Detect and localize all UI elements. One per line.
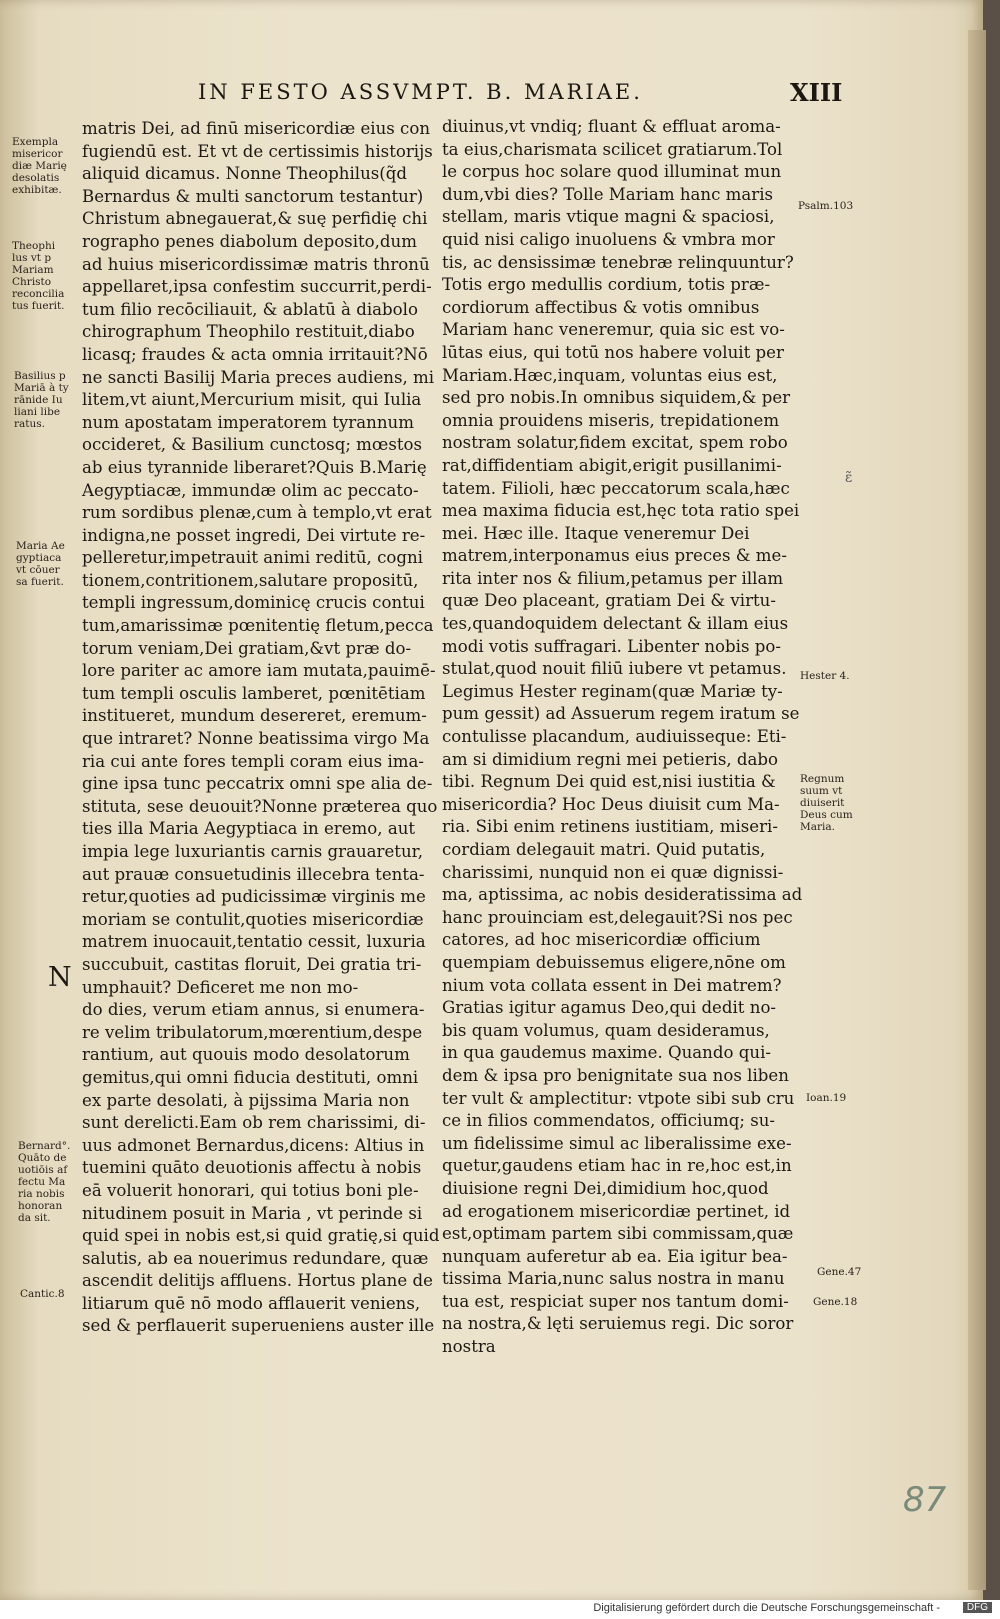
text-line: moriam se contulit,quoties misericordiæ <box>82 909 424 929</box>
text-line: diuisione regni Dei,dimidium hoc,quod <box>442 1178 769 1198</box>
text-line: templi ingressum,dominicę crucis contui <box>82 593 425 613</box>
text-line: mea maxima fiducia est,hęc tota ratio spei <box>442 501 800 521</box>
margin-note-line: Mariā à ty <box>14 382 69 394</box>
text-line: rita inter nos & filium,petamus per illam <box>442 568 784 588</box>
margin-note-regnum <box>800 773 853 833</box>
text-line: Christum abnegauerat,& suę perfidię chi <box>82 209 428 229</box>
text-line: tum,amarissimæ pœnitentię fletum,pecca <box>82 616 434 636</box>
text-line: stellam, maris vtique magni & spaciosi, <box>442 207 775 227</box>
text-line: bis quam volumus, quam desideramus, <box>442 1020 770 1040</box>
text-line: pelleretur,impetrauit animi reditū, cogni <box>82 548 423 568</box>
text-line: rantium, aut quouis modo desolatorum <box>82 1045 410 1065</box>
text-line: charissimi, nunquid non ei quæ dignissi- <box>442 862 784 882</box>
text-line: indigna,ne posset ingredi, Dei virtute re- <box>82 525 426 545</box>
margin-note-line: da sit. <box>18 1212 51 1224</box>
text-line: tibi. Regnum Dei quid est,nisi iustitia & <box>442 772 776 792</box>
text-line: tes,quandoquidem delectant & illam eius <box>442 614 789 634</box>
margin-note-exempla <box>12 136 67 196</box>
margin-note-line: Ioan.19 <box>806 1092 847 1104</box>
margin-note-line: ratus. <box>14 418 45 430</box>
text-line: nitudinem posuit in Maria , vt perinde si <box>82 1203 423 1223</box>
text-line: quid nisi caligo inuoluens & vmbra mor <box>442 229 775 249</box>
text-line: Legimus Hester reginam(quæ Mariæ ty- <box>442 681 783 701</box>
margin-note-line: rānide Iu <box>14 394 63 406</box>
text-line: eā voluerit honorari, qui totius boni ple- <box>82 1180 419 1200</box>
text-line: dum,vbi dies? Tolle Mariam hanc maris <box>442 184 774 204</box>
margin-note-line: diuiserit <box>800 797 845 809</box>
initial-letter: N <box>48 962 72 993</box>
text-line: lore pariter ac amore iam mutata,pauimē- <box>82 661 436 681</box>
margin-note-line: Gene.18 <box>813 1296 858 1308</box>
margin-note-line: Exempla <box>12 136 59 148</box>
margin-note-line: honoran <box>18 1200 63 1212</box>
text-line: ma, aptissima, ac nobis desideratissima ad <box>442 885 803 905</box>
text-line: sed & perflauerit superueniens auster ille <box>82 1316 435 1336</box>
margin-note-line: reconcilia <box>12 288 65 300</box>
text-line: omnia prouidens miseris, trepidationem <box>442 410 780 430</box>
text-line: sunt derelicti.Eam ob rem charissimi, di- <box>82 1113 426 1133</box>
margin-note-line: suum vt <box>800 785 843 797</box>
text-line: am si dimidium regni mei petieris, dabo <box>442 749 779 769</box>
text-line: uus admonet Bernardus,dicens: Altius in <box>82 1135 425 1155</box>
margin-note-maria-aegyptiaca <box>16 540 65 588</box>
text-line: um fidelissime simul ac liberalissime exe- <box>442 1133 792 1153</box>
folio-number: XIII <box>790 78 843 107</box>
text-line: mei. Hæc ille. Itaque veneremur Dei <box>442 523 750 543</box>
text-line: catores, ad hoc misericordiæ officium <box>442 930 761 950</box>
margin-note-theophilus <box>12 240 65 312</box>
text-line: matrem,interponamus eius preces & me- <box>442 546 787 566</box>
text-line: tua est, respiciat super nos tantum domi- <box>442 1291 789 1311</box>
dfg-logo: DFG <box>963 1602 992 1613</box>
text-line: appellaret,ipsa confestim succurrit,perdi- <box>82 277 432 297</box>
text-line: rum sordibus plenæ,cum à templo,vt erat <box>82 503 432 523</box>
text-line: ascendit delitijs affluens. Hortus plane de <box>82 1271 433 1291</box>
text-line: ta eius,charismata scilicet gratiarum.Tol <box>442 139 783 159</box>
text-line: tum templi osculis lamberet, pœnitētiam <box>82 683 426 703</box>
text-line: contulisse placandum, audiuisseque: Eti- <box>442 727 787 747</box>
text-line: tum filio recōciliauit, & ablatū à diabolo <box>82 299 418 319</box>
margin-note-line: ria nobis <box>18 1188 65 1200</box>
text-line: ce in filios commendatos, officiumq; su- <box>442 1111 776 1131</box>
margin-note-bernardus <box>18 1140 70 1224</box>
text-line: chirographum Theophilo restituit,diabo <box>82 322 415 342</box>
text-line: ria. Sibi enim retinens iustitiam, miseri- <box>442 817 778 837</box>
text-line: Bernardus & multi sanctorum testantur) <box>82 186 424 206</box>
text-line: le corpus hoc solare quod illuminat mun <box>442 162 782 182</box>
text-line: num apostatam imperatorem tyrannum <box>82 412 414 432</box>
text-line: ria cui ante fores templi coram eius ima- <box>82 751 424 771</box>
text-line: quetur,gaudens etiam hac in re,hoc est,in <box>442 1156 792 1176</box>
text-line: Mariam.Hæc,inquam, voluntas eius est, <box>442 365 778 385</box>
text-line: matris Dei, ad finū misericordiæ eius con <box>82 119 431 138</box>
text-line: succubuit, castitas floruit, Dei gratia tri- <box>82 954 422 974</box>
text-line: rat,diffidentiam abigit,erigit pusillanimi- <box>442 455 782 475</box>
margin-note-gene47 <box>817 1266 861 1278</box>
margin-note-basilius <box>14 370 69 430</box>
text-column-left <box>82 118 440 1338</box>
text-line: retur,quoties ad pudicissimæ virginis me <box>82 887 426 907</box>
text-line: dem & ipsa pro benignitate sua nos liben <box>442 1065 789 1085</box>
margin-note-line: liani libe <box>14 406 61 418</box>
margin-note-line: vt cōuer <box>16 564 60 576</box>
text-line: lūtas eius, qui totū nos habere voluit per <box>442 342 784 362</box>
text-line: licasq; fraudes & acta omnia irritauit?Nō <box>82 344 428 364</box>
text-line: litiarum quē nō modo afflauerit veniens, <box>82 1293 421 1313</box>
text-line: est,optimam partem sibi commissam,quæ <box>442 1224 794 1244</box>
ink-mark-icon: ɛ̃ <box>845 470 853 486</box>
text-line: matrem inuocauit,tentatio cessit, luxuria <box>82 932 426 952</box>
margin-note-line: Deus cum <box>800 809 853 821</box>
text-line: ab eius tyrannide liberaret?Quis B.Marię <box>82 457 427 477</box>
footer-credit: Digitalisierung gefördert durch die Deutsche Forschungsgemeinschaft - <box>593 1602 940 1614</box>
margin-note-line: Maria Ae <box>16 540 65 552</box>
margin-note-canticum <box>20 1288 65 1300</box>
handwritten-page-number: 87 <box>903 1480 947 1520</box>
text-line: Mariam hanc veneremur, quia sic est vo- <box>442 320 785 340</box>
margin-note-psalm <box>798 200 853 212</box>
text-line: aut prauæ consuetudinis illecebra tenta- <box>82 864 425 884</box>
text-line: impia lege luxuriantis carnis grauaretur, <box>82 842 424 861</box>
text-line: cordiorum affectibus & votis omnibus <box>442 297 760 317</box>
text-line: gine ipsa tunc peccatrix omni spe alia de- <box>82 774 433 794</box>
text-line: aliquid dicamus. Nonne Theophilus(q̃d <box>82 164 408 184</box>
text-line: tissima Maria,nunc salus nostra in manu <box>442 1269 785 1289</box>
margin-note-line: Theophi <box>12 240 56 252</box>
text-line: fugiendū est. Et vt de certissimis historijs <box>82 141 433 161</box>
text-line: salutis, ab ea nouerimus redundare, quæ <box>82 1248 429 1268</box>
text-line: tionem,contritionem,salutare propositū, <box>82 570 419 590</box>
text-line: ter vult & amplectitur: vtpote sibi sub cru <box>442 1088 795 1108</box>
margin-note-gene18 <box>813 1296 857 1308</box>
text-line: misericordia? Hoc Deus diuisit cum Ma- <box>442 794 780 814</box>
margin-note-line: Regnum <box>800 773 845 785</box>
margin-note-line: Bernard°. <box>18 1140 71 1152</box>
text-line: Aegyptiacæ, immundæ olim ac peccato- <box>82 480 419 500</box>
margin-note-line: exhibitæ. <box>12 184 62 196</box>
text-line: ex parte desolati, à pijssima Maria non <box>82 1090 410 1110</box>
margin-note-line: Cantic.8 <box>20 1288 65 1300</box>
text-line: occideret, & Basilium cunctosq; mœstos <box>82 435 423 455</box>
text-line: stulat,quod nouit filiū iubere vt petamus. <box>442 659 787 679</box>
text-line: litem,vt aiunt,Mercurium misit, qui Iulia <box>82 390 422 410</box>
text-line: nium vota collata essent in Dei matrem? <box>442 975 782 995</box>
text-line: ad erogationem misericordiæ pertinet, id <box>442 1201 791 1221</box>
margin-note-line: misericor <box>12 148 63 160</box>
text-line: pum gessit) ad Assuerum regem iratum se <box>442 704 800 724</box>
text-line: quæ Deo placeant, gratiam Dei & virtu- <box>442 591 776 611</box>
text-line: tuemini quāto deuotionis affectu à nobis <box>82 1158 422 1178</box>
margin-note-line: desolatis <box>12 172 60 184</box>
text-line: stituta, sese deuouit?Nonne præterea quo <box>82 796 438 816</box>
text-line: in qua gaudemus maxime. Quando qui- <box>442 1043 771 1063</box>
margin-note-line: Basilius p <box>14 370 66 382</box>
margin-note-line: lus vt p <box>12 252 52 264</box>
running-header: IN FESTO ASSVMPT. B. MARIAE. <box>198 80 643 104</box>
margin-note-line: Mariam <box>12 264 54 276</box>
margin-note-line: gyptiaca <box>16 552 62 564</box>
margin-note-line: diæ Marię <box>12 160 67 172</box>
margin-note-line: sa fuerit. <box>16 576 64 588</box>
text-line: diuinus,vt vndiq; fluant & effluat aroma- <box>442 117 781 136</box>
margin-note-line: tus fuerit. <box>12 300 65 312</box>
text-line: modi votis suffragari. Libenter nobis po- <box>442 636 781 656</box>
margin-note-line: uotiōis af <box>18 1164 68 1176</box>
text-line: na nostra,& lęti seruiemus regi. Dic soror <box>442 1314 794 1334</box>
text-line: que intraret? Nonne beatissima virgo Ma <box>82 729 430 749</box>
margin-note-ioan <box>806 1092 846 1104</box>
text-line: quempiam debuissemus eligere,nōne om <box>442 952 786 972</box>
text-line: tatem. Filioli, hæc peccatorum scala,hæc <box>442 478 790 498</box>
text-line: tis, ac densissimæ tenebræ relinquuntur? <box>442 252 794 272</box>
page-edge <box>968 30 986 1590</box>
text-column-right <box>442 116 803 1359</box>
margin-note-hester <box>800 670 850 682</box>
text-line: nostra <box>442 1337 496 1357</box>
text-line: Gratias igitur agamus Deo,qui dedit no- <box>442 998 777 1018</box>
margin-note-line: fectu Ma <box>18 1176 66 1188</box>
margin-note-line: Gene.47 <box>817 1266 862 1278</box>
text-line: umphauit? Deficeret me non mo- <box>82 977 359 997</box>
text-line: institueret, mundum desereret, eremum- <box>82 706 427 726</box>
text-line: rographo penes diabolum deposito,dum <box>82 231 417 251</box>
text-line: hanc prouinciam est,delegauit?Si nos pec <box>442 907 793 927</box>
text-line: re velim tribulatorum,mœrentium,despe <box>82 1022 423 1042</box>
text-line: ne sancti Basilij Maria preces audiens, mi <box>82 367 435 387</box>
margin-note-line: Hester 4. <box>800 670 850 682</box>
margin-note-line: Quāto de <box>18 1152 67 1164</box>
text-line: nunquam auferetur ab ea. Eia igitur bea- <box>442 1246 788 1266</box>
text-line: ad huius misericordissimæ matris thronū <box>82 254 430 274</box>
text-line: torum veniam,Dei gratiam,&vt præ do- <box>82 638 412 658</box>
text-line: quid spei in nobis est,si quid gratię,si quid <box>82 1226 440 1246</box>
text-line: gemitus,qui omni fiducia destituti, omni <box>82 1067 419 1087</box>
text-line: Totis ergo medullis cordium, totis præ- <box>442 275 771 295</box>
margin-note-line: Christo <box>12 276 52 288</box>
text-line: sed pro nobis.In omnibus siquidem,& per <box>442 388 791 408</box>
margin-note-line: Maria. <box>800 821 835 833</box>
text-line: do dies, verum etiam annus, si enumera- <box>82 1000 425 1020</box>
text-line: nostram solatur,fidem excitat, spem robo <box>442 433 788 453</box>
margin-note-line: Psalm.103 <box>798 200 854 212</box>
text-line: cordiam delegauit matri. Quid putatis, <box>442 840 766 859</box>
text-line: ties illa Maria Aegyptiaca in eremo, aut <box>82 819 416 839</box>
